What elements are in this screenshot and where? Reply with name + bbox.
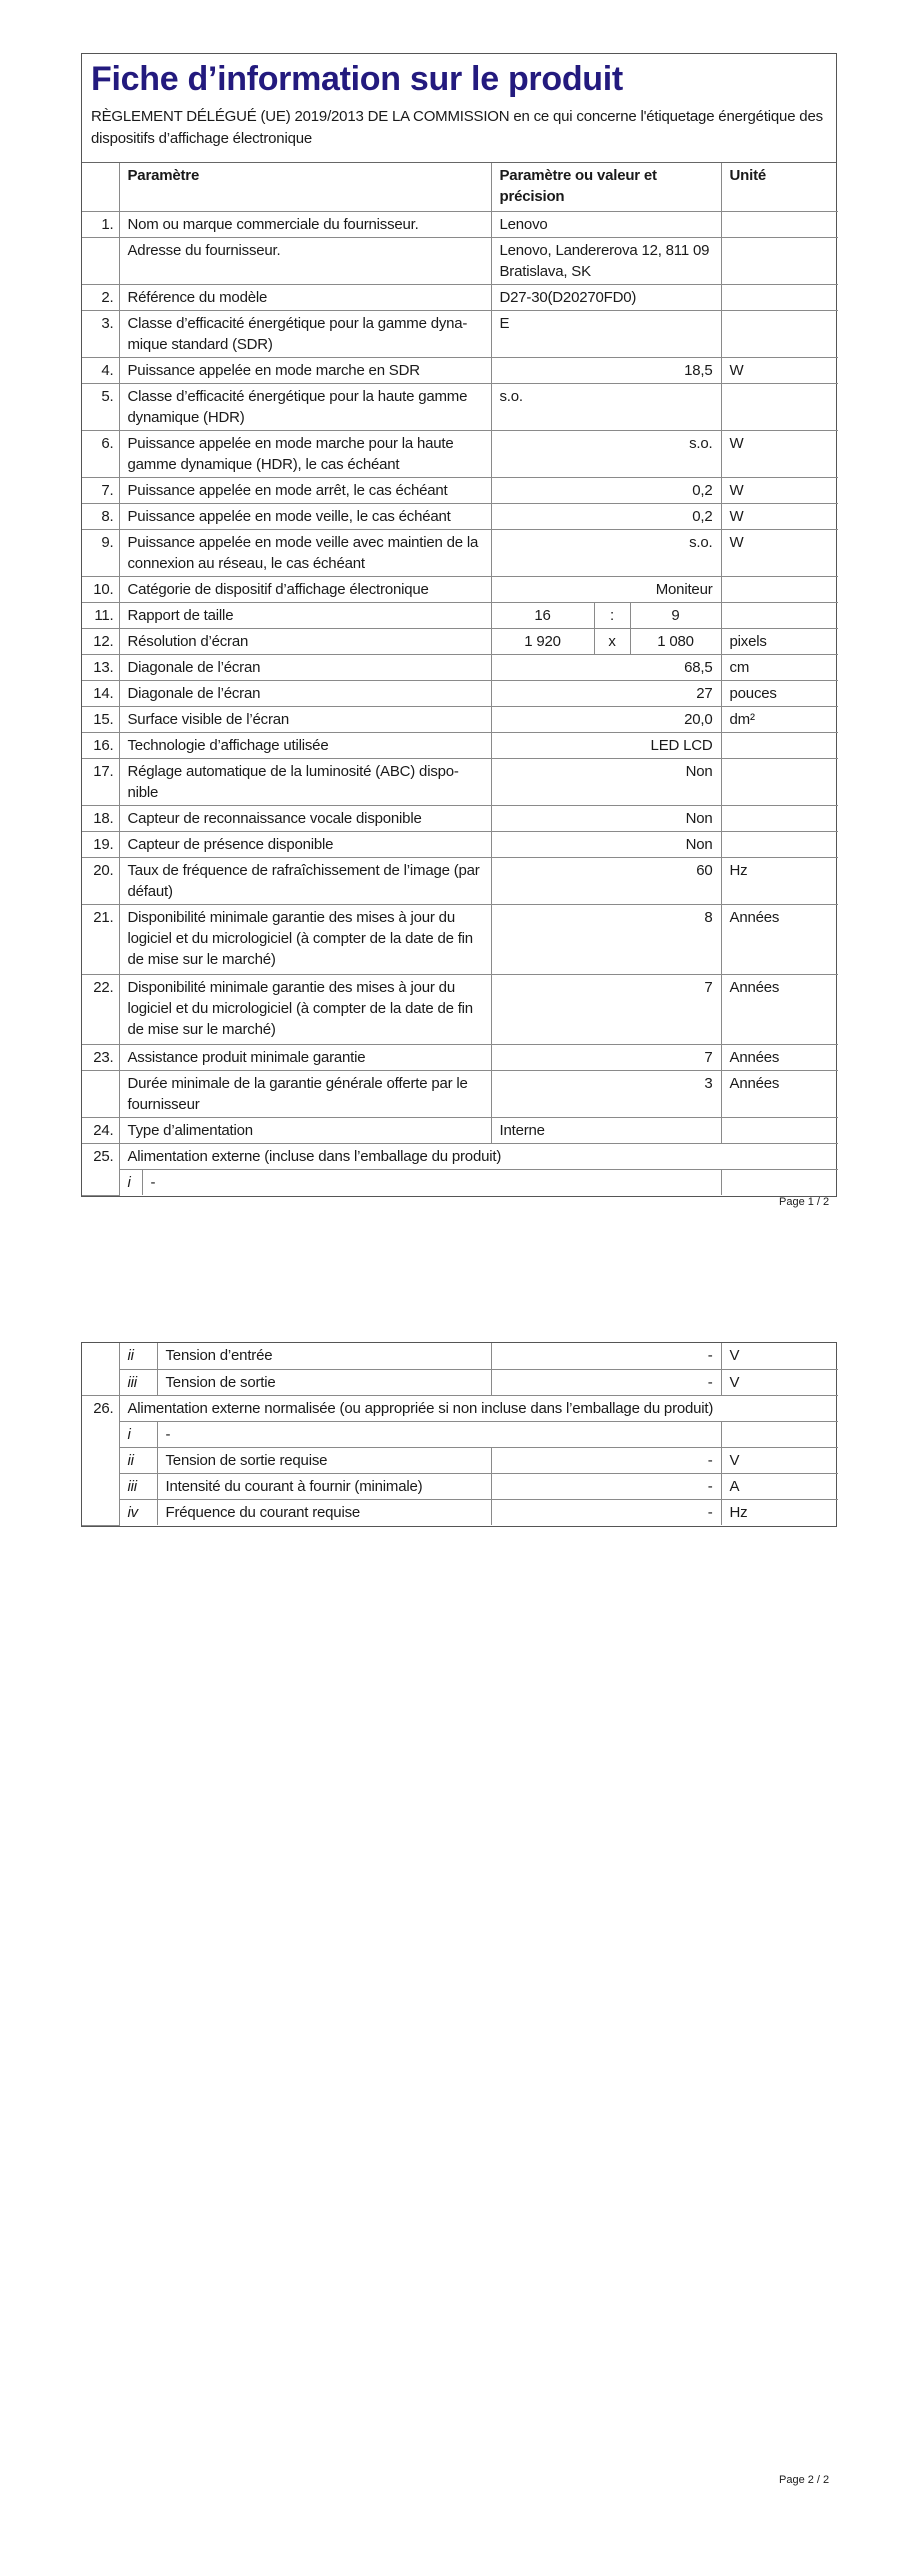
subrow-unit: A (721, 1473, 838, 1499)
table-subrow (82, 1421, 838, 1447)
resolution-height: 1 080 (630, 628, 721, 654)
table-row (82, 357, 838, 383)
row-number: 17. (82, 758, 119, 805)
row-unit (721, 576, 838, 602)
row-unit (721, 237, 838, 284)
row-unit: Années (721, 1044, 838, 1070)
row-label: Classe d’efficacité énergétique pour la gamme dyna-mique standard (SDR) (119, 310, 491, 357)
row-unit: dm² (721, 706, 838, 732)
header-number (82, 163, 119, 211)
row-unit: pouces (721, 680, 838, 706)
row-number: 25. (82, 1143, 119, 1195)
product-info-table (82, 163, 838, 1196)
row-number: 3. (82, 310, 119, 357)
row-number: 23. (82, 1044, 119, 1070)
row-number: 13. (82, 654, 119, 680)
row-number: 16. (82, 732, 119, 758)
row-value: 8 (491, 904, 721, 974)
row-value: Moniteur (491, 576, 721, 602)
subrow-roman: ii (119, 1343, 157, 1369)
row-number-continued (82, 1343, 119, 1395)
row-unit: W (721, 477, 838, 503)
row-number: 24. (82, 1117, 119, 1143)
subrow-roman: i (119, 1421, 157, 1447)
row-unit: Années (721, 974, 838, 1044)
row-number: 15. (82, 706, 119, 732)
row-label: Disponibilité minimale garantie des mises à jour du logiciel et du micrologiciel (à compter de la date de fin de mise sur le marché) (119, 974, 491, 1044)
row-label: Type d’alimentation (119, 1117, 491, 1143)
row-value: D27-30(D20270FD0) (491, 284, 721, 310)
table-row (82, 430, 838, 477)
subrow-roman: ii (119, 1447, 157, 1473)
row-value: 18,5 (491, 357, 721, 383)
table-subrow (82, 1343, 838, 1369)
page-number: Page 1 / 2 (779, 1196, 830, 1208)
subrow-label: Tension de sortie (157, 1369, 491, 1395)
table-row (82, 1070, 838, 1117)
row-label: Puissance appelée en mode marche pour la haute gamme dynamique (HDR), le cas échéant (119, 430, 491, 477)
row-unit (721, 284, 838, 310)
row-unit (721, 310, 838, 357)
row-value: LED LCD (491, 732, 721, 758)
row-value: s.o. (491, 383, 721, 430)
table-subrow (82, 1499, 838, 1525)
row-value: Lenovo (491, 211, 721, 237)
table-row (82, 383, 838, 430)
row-unit: W (721, 529, 838, 576)
table-row (82, 805, 838, 831)
header-parameter: Paramètre (119, 163, 491, 211)
row-label: Nom ou marque commerciale du fournisseur. (119, 211, 491, 237)
row-number: 14. (82, 680, 119, 706)
row-value: 7 (491, 1044, 721, 1070)
row-value: 20,0 (491, 706, 721, 732)
subrow-roman: iii (119, 1473, 157, 1499)
row-value: Non (491, 805, 721, 831)
row-label: Réglage automatique de la luminosité (ABC) dispo-nible (119, 758, 491, 805)
header-unit: Unité (721, 163, 838, 211)
row-number: 11. (82, 602, 119, 628)
resolution-width: 1 920 (491, 628, 594, 654)
table-row (82, 732, 838, 758)
section-label: Alimentation externe normalisée (ou appropriée si non incluse dans l’emballage du produit) (119, 1395, 838, 1421)
row-label: Résolution d’écran (119, 628, 491, 654)
row-value: Interne (491, 1117, 721, 1143)
row-number: 10. (82, 576, 119, 602)
table-subrow (82, 1169, 838, 1195)
row-unit (721, 758, 838, 805)
row-number: 26. (82, 1395, 119, 1525)
resolution-separator: x (594, 628, 630, 654)
row-number: 5. (82, 383, 119, 430)
subrow-unit: V (721, 1343, 838, 1369)
row-label: Rapport de taille (119, 602, 491, 628)
row-number: 2. (82, 284, 119, 310)
table-row (82, 602, 838, 628)
row-number: 1. (82, 211, 119, 237)
subrow-unit (721, 1169, 838, 1195)
table-row (82, 654, 838, 680)
table-row (82, 628, 838, 654)
aspect-ratio-separator: : (594, 602, 630, 628)
row-label: Durée minimale de la garantie générale offerte par le fournisseur (119, 1070, 491, 1117)
table-row (82, 831, 838, 857)
table-row (82, 237, 838, 284)
row-unit (721, 383, 838, 430)
subrow-value: - (491, 1369, 721, 1395)
row-label: Référence du modèle (119, 284, 491, 310)
row-number (82, 237, 119, 284)
row-unit (721, 602, 838, 628)
row-label: Capteur de reconnaissance vocale disponible (119, 805, 491, 831)
row-unit (721, 805, 838, 831)
row-number: 4. (82, 357, 119, 383)
table-row-section-26 (82, 1395, 838, 1421)
subrow-label: Tension d’entrée (157, 1343, 491, 1369)
table-row (82, 1117, 838, 1143)
table-row (82, 529, 838, 576)
row-number: 7. (82, 477, 119, 503)
product-info-table-continued (82, 1343, 838, 1526)
table-row (82, 904, 838, 974)
subrow-label: Tension de sortie requise (157, 1447, 491, 1473)
table-row (82, 211, 838, 237)
subrow-unit: V (721, 1369, 838, 1395)
row-unit: Années (721, 1070, 838, 1117)
row-value: Non (491, 758, 721, 805)
table-row (82, 1044, 838, 1070)
row-value: 3 (491, 1070, 721, 1117)
row-value: 60 (491, 857, 721, 904)
row-label: Puissance appelée en mode arrêt, le cas échéant (119, 477, 491, 503)
table-row (82, 758, 838, 805)
subrow-value: - (491, 1499, 721, 1525)
table-subrow (82, 1473, 838, 1499)
product-info-sheet-continued (81, 1342, 837, 1527)
row-unit (721, 831, 838, 857)
row-unit: W (721, 357, 838, 383)
row-unit: Hz (721, 857, 838, 904)
subrow-roman: iii (119, 1369, 157, 1395)
row-label: Puissance appelée en mode veille, le cas échéant (119, 503, 491, 529)
row-unit (721, 1117, 838, 1143)
row-number: 8. (82, 503, 119, 529)
row-value: Non (491, 831, 721, 857)
row-unit: W (721, 503, 838, 529)
table-row (82, 284, 838, 310)
row-number (82, 1070, 119, 1117)
table-row (82, 974, 838, 1044)
page-1 (0, 0, 906, 1220)
row-value: 27 (491, 680, 721, 706)
subrow-unit: Hz (721, 1499, 838, 1525)
row-unit: pixels (721, 628, 838, 654)
table-row (82, 680, 838, 706)
row-label: Classe d’efficacité énergétique pour la haute gamme dynamique (HDR) (119, 383, 491, 430)
row-number: 6. (82, 430, 119, 477)
row-number: 22. (82, 974, 119, 1044)
page-2 (0, 1220, 906, 2560)
row-number: 20. (82, 857, 119, 904)
row-label: Catégorie de dispositif d’affichage électronique (119, 576, 491, 602)
section-label: Alimentation externe (incluse dans l’emballage du produit) (119, 1143, 838, 1169)
row-value: E (491, 310, 721, 357)
row-value: 0,2 (491, 477, 721, 503)
page-title: Fiche d’information sur le produit (91, 60, 623, 98)
subrow-label: - (157, 1421, 721, 1447)
subrow-unit: V (721, 1447, 838, 1473)
row-unit (721, 211, 838, 237)
row-value: s.o. (491, 529, 721, 576)
table-row-section-25 (82, 1143, 838, 1169)
page-number: Page 2 / 2 (779, 2474, 830, 2486)
table-subrow (82, 1447, 838, 1473)
aspect-ratio-width: 16 (491, 602, 594, 628)
row-label: Taux de fréquence de rafraîchissement de l’image (par défaut) (119, 857, 491, 904)
subrow-label: Intensité du courant à fournir (minimale) (157, 1473, 491, 1499)
row-label: Puissance appelée en mode veille avec maintien de la connexion au réseau, le cas échéant (119, 529, 491, 576)
row-unit (721, 732, 838, 758)
table-row (82, 310, 838, 357)
row-number: 21. (82, 904, 119, 974)
row-unit: W (721, 430, 838, 477)
row-unit: Années (721, 904, 838, 974)
row-label: Diagonale de l’écran (119, 654, 491, 680)
subrow-roman: iv (119, 1499, 157, 1525)
row-label: Capteur de présence disponible (119, 831, 491, 857)
row-value: 7 (491, 974, 721, 1044)
table-header-row (82, 163, 838, 211)
row-label: Diagonale de l’écran (119, 680, 491, 706)
table-row (82, 857, 838, 904)
row-number: 12. (82, 628, 119, 654)
subrow-unit (721, 1421, 838, 1447)
row-label: Disponibilité minimale garantie des mises à jour du logiciel et du micrologiciel (à compter de la date de fin de mise sur le marché) (119, 904, 491, 974)
subrow-value: - (491, 1343, 721, 1369)
row-label: Technologie d’affichage utilisée (119, 732, 491, 758)
product-info-sheet (81, 53, 837, 1197)
subrow-label: Fréquence du courant requise (157, 1499, 491, 1525)
row-number: 9. (82, 529, 119, 576)
table-row (82, 477, 838, 503)
subrow-value: - (491, 1447, 721, 1473)
subrow-roman: i (119, 1169, 142, 1195)
row-value: s.o. (491, 430, 721, 477)
table-row (82, 503, 838, 529)
row-number: 19. (82, 831, 119, 857)
subrow-value: - (491, 1473, 721, 1499)
subrow-label: - (142, 1169, 721, 1195)
header-value: Paramètre ou valeur et précision (491, 163, 721, 211)
row-label: Puissance appelée en mode marche en SDR (119, 357, 491, 383)
table-row (82, 576, 838, 602)
row-number: 18. (82, 805, 119, 831)
table-row (82, 706, 838, 732)
row-label: Adresse du fournisseur. (119, 237, 491, 284)
row-value: 0,2 (491, 503, 721, 529)
sheet-header (82, 54, 836, 163)
row-value: Lenovo, Landererova 12, 811 09 Bratislava, SK (491, 237, 721, 284)
row-unit: cm (721, 654, 838, 680)
aspect-ratio-height: 9 (630, 602, 721, 628)
row-label: Assistance produit minimale garantie (119, 1044, 491, 1070)
row-value: 68,5 (491, 654, 721, 680)
table-subrow (82, 1369, 838, 1395)
regulation-subtitle: RÈGLEMENT DÉLÉGUÉ (UE) 2019/2013 DE LA COMMISSION en ce qui concerne l'étiquetage énergétique des dispositifs d’affichage électronique (91, 108, 823, 147)
row-label: Surface visible de l’écran (119, 706, 491, 732)
